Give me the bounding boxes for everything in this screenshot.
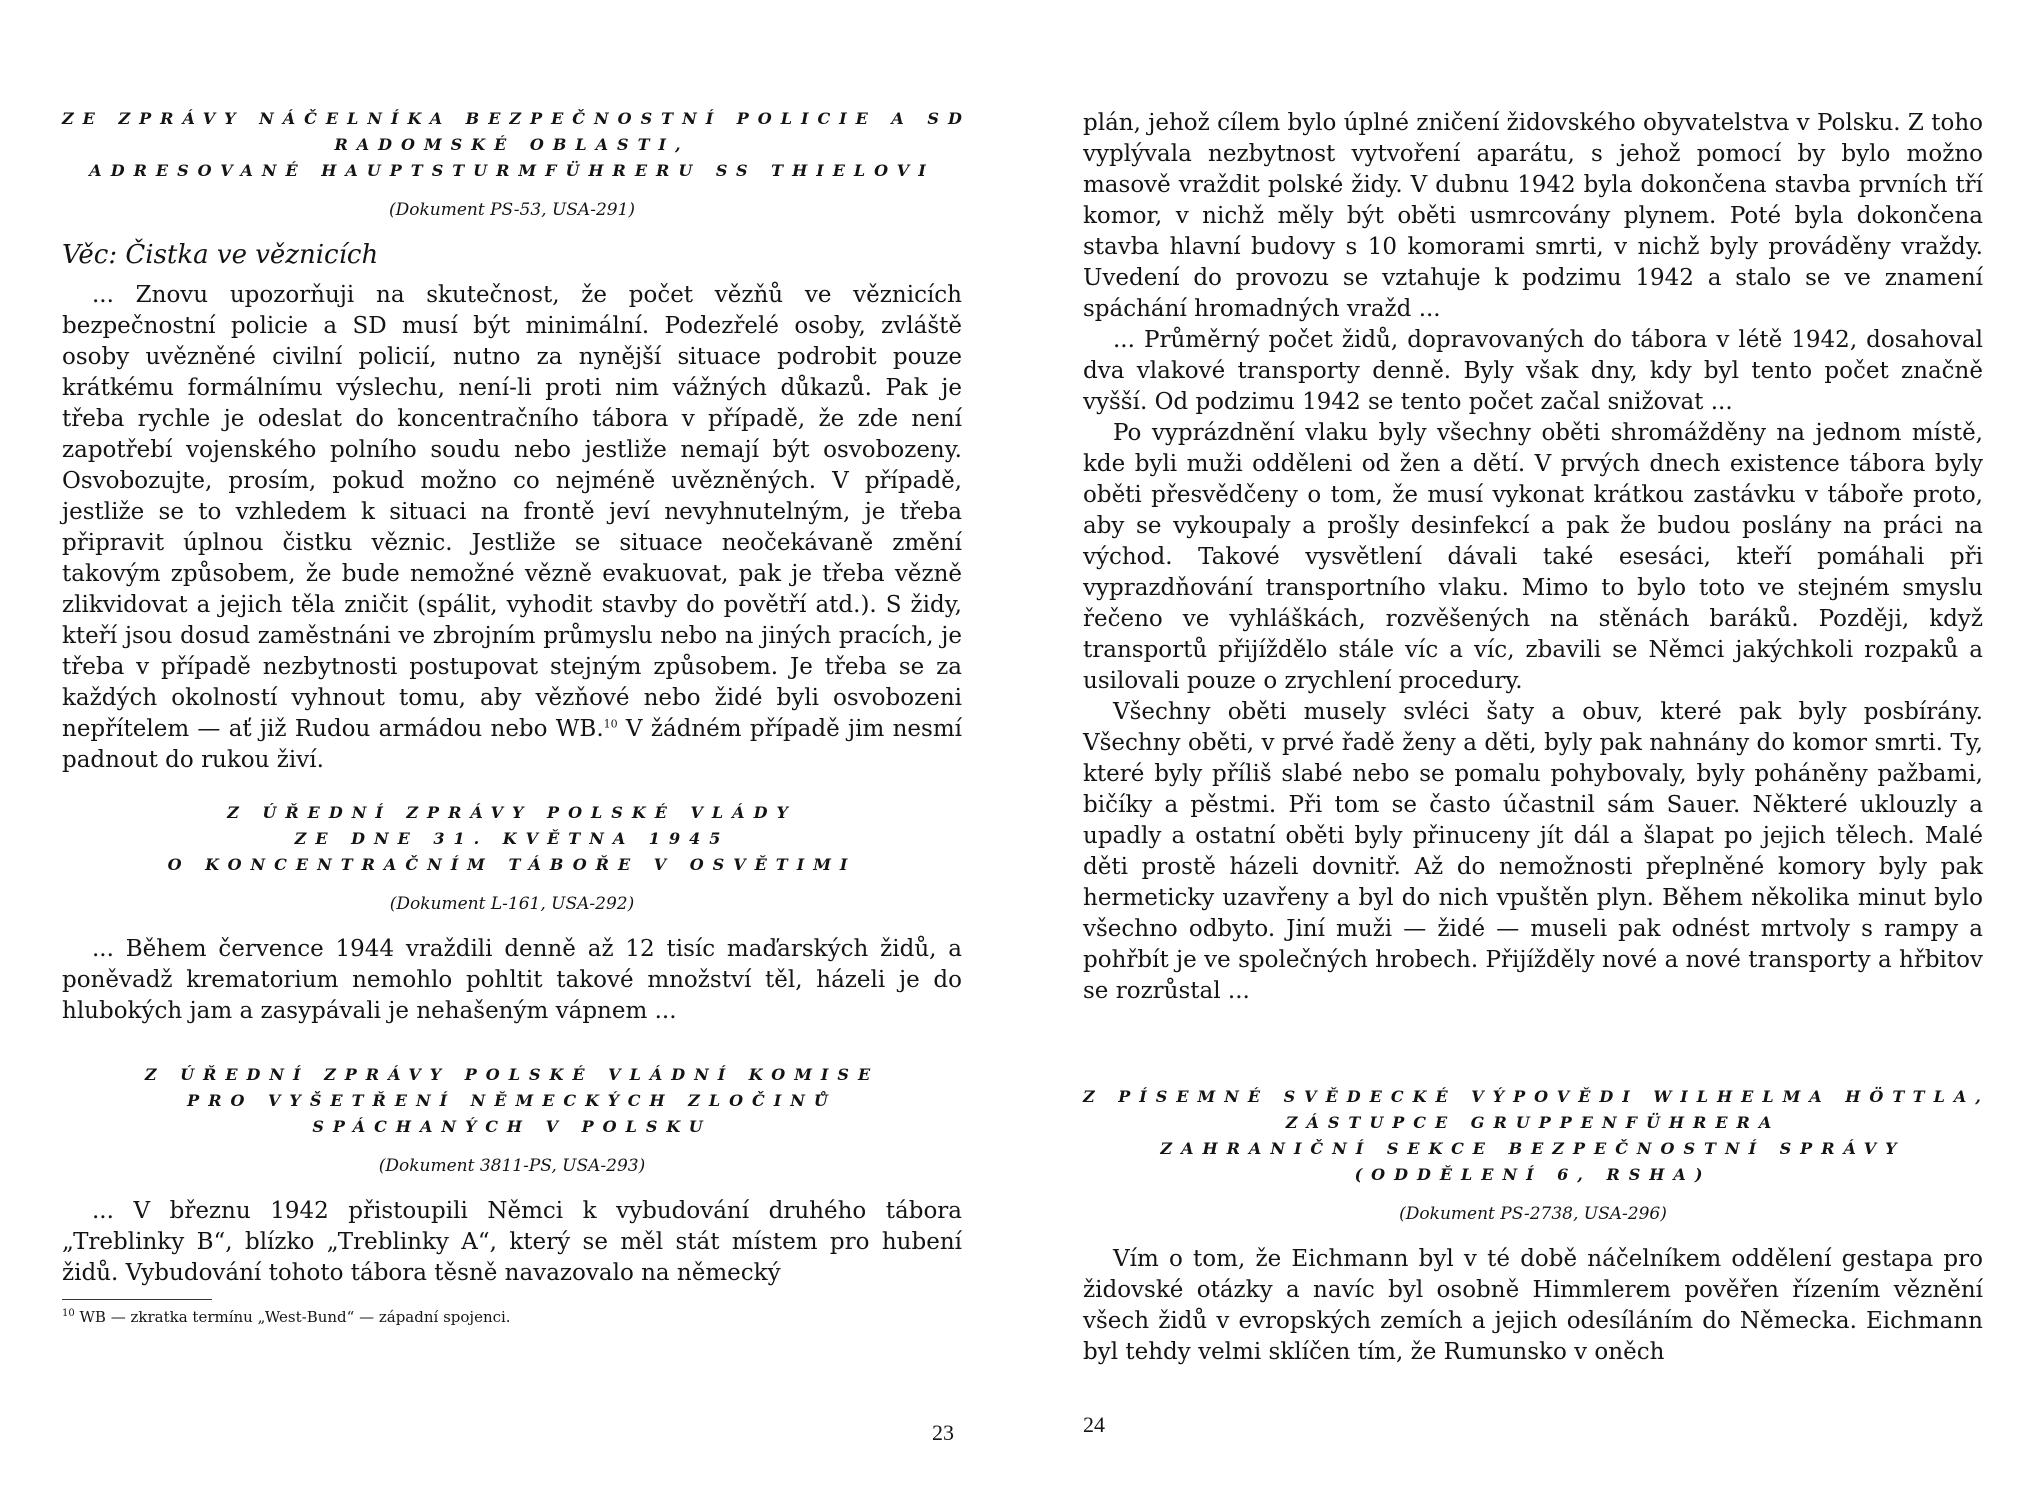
heading-line: ZE DNE 31. KVĚTNA 1945 xyxy=(294,829,730,848)
paragraph: plán, jehož cílem bylo úplné zničení židovského obyvatelstva v Polsku. Z toho vyplývala nezbytnost vytvoření aparátu, s jehož pomocí by bylo možno masově vraždit polské židy. V dubnu 1942 byla dokončena stavba prvních tří komor, v nichž měly být oběti usmrcovány plynem. Poté byla dokončena stavba hlavní budovy s 10 komorami smrti, v nichž byly prováděny vraždy. Uvedení do provozu se vztahuje k podzimu 1942 a stalo se ve znamení spáchání hromadných vražd ... xyxy=(1083,110,1983,322)
document-reference: (Dokument PS-53, USA-291) xyxy=(388,200,636,220)
footnote-divider xyxy=(62,1299,212,1300)
heading-line: ADRESOVANÉ HAUPTSTURMFÜHRERU SS THIELOVI xyxy=(89,161,935,180)
section-polish-government-report xyxy=(62,800,962,1027)
heading-line: Z ÚŘEDNÍ ZPRÁVY POLSKÉ VLÁDNÍ KOMISE xyxy=(144,1065,880,1084)
page-number: 24 xyxy=(1083,1412,1105,1437)
body-text-part: V žádném případě jim nesmí padnout do rukou živí. xyxy=(62,716,962,773)
section-heading xyxy=(62,1062,962,1140)
left-page xyxy=(62,0,971,1500)
heading-line: PRO VYŠETŘENÍ NĚMECKÝCH ZLOČINŮ xyxy=(187,1091,837,1110)
heading-line: RADOMSKÉ OBLASTI, xyxy=(334,135,690,154)
footnote-number: 10 xyxy=(62,1308,75,1319)
heading-line: Z PÍSEMNÉ SVĚDECKÉ VÝPOVĚDI WILHELMA HÖTTLA, xyxy=(1083,1087,1990,1106)
heading-line: Z ÚŘEDNÍ ZPRÁVY POLSKÉ VLÁDY xyxy=(227,803,797,822)
paragraph: ... Průměrný počet židů, dopravovaných do tábora v létě 1942, dosahoval dva vlakové transporty denně. Byly však dny, kdy byl tento počet značně vyšší. Od podzimu 1942 se tento počet začal snižovat ... xyxy=(1083,327,1983,415)
heading-line: ZÁSTUPCE GRUPPENFÜHRERA xyxy=(1285,1113,1781,1132)
section-heading xyxy=(1083,1084,1990,1188)
body-paragraphs xyxy=(1083,108,1983,1007)
body-paragraph: ... Během července 1944 vraždili denně až 12 tisíc maďarských židů, a poněvadž krematorium nemohlo pohltit takové množství těl, házeli je do hlubokých jam a zasypávali je nehašeným vápnem ... xyxy=(62,936,962,1024)
section-polish-commission-report xyxy=(62,1062,962,1326)
footnote xyxy=(62,1308,962,1326)
paragraph: Všechny oběti musely svléci šaty a obuv, které pak byly posbírány. Všechny oběti, v prvé řadě ženy a děti, byly pak nahnány do komor smrti. Ty, které byly příliš slabé nebo se pomalu pohybovaly, byly poháněny pažbami, bičíky a pěstmi. Při tom se často účastnil sám Sauer. Některé uklouzly a upadly a ostatní oběti byly přinuceny jít dál a šlapat po jejich tělech. Malé děti prostě házeli dovnitř. Až do nemožnosti přeplněné komory byly pak hermeticky uzavřeny a byl do nich vpuštěn plyn. Během několika minut bylo všechno odbyto. Jiní muži — židé — museli pak odnést mrtvoly s rampy a pohřbít je ve společných hrobech. Přijížděly nové a nové transporty a hřbitov se rozrůstal ... xyxy=(1083,699,1983,1004)
paragraph: Po vyprázdnění vlaku byly všechny oběti shromážděny na jednom místě, kde byli muži odděleni od žen a dětí. V prvých dnech existence tábora byly oběti přesvědčeny o tom, že musí vykonat krátkou zastávku v táboře proto, aby se vykoupaly a prošly desinfekcí a pak že budou poslány na práci na východ. Takové vysvětlení dávali také esesáci, kteří pomáhali při vyprazdňování transportního vlaku. Mimo to bylo toto ve stejném smyslu řečeno ve vyhláškách, rozvěšených na stěnách baráků. Později, když transportů přijíždělo stále víc a víc, zbavili se Němci jakýchkoli rozpaků a usilovali pouze o zrychlení procedury. xyxy=(1083,420,1983,694)
body-paragraph: ... V březnu 1942 přistoupili Němci k vybudování druhého tábora „Treblinky B“, blízko „Treblinky A“, který se měl stát místem pro hubení židů. Vybudování tohoto tábora těsně navazovalo na německý xyxy=(62,1198,962,1286)
right-page-body xyxy=(1083,108,1983,1007)
heading-line: ZAHRANIČNÍ SEKCE BEZPEČNOSTNÍ SPRÁVY xyxy=(1160,1139,1906,1158)
document-reference: (Dokument 3811-PS, USA-293) xyxy=(378,1156,646,1176)
right-page xyxy=(1083,0,1990,1500)
footnote-marker: 10 xyxy=(603,717,618,731)
section-heading xyxy=(62,800,962,878)
section-heading xyxy=(62,106,971,184)
body-text-part: ... Znovu upozorňuji na skutečnost, že počet vězňů ve věznicích bezpečnostní policie a SD musí být minimální. Podezřelé osoby, zvláště osoby uvězněné civilní policií, nutno za nynější situace podrobit pouze krátkému formálnímu výslechu, není-li proti nim vážných důkazů. Pak je třeba rychle je odeslat do koncentračního tábora v případě, že zde není zapotřebí vojenského polního soudu nebo jestliže nemají být osvobozeny. Osvobozujte, prosím, pokud možno co nejméně uvězněných. V případě, jestliže se to vzhledem k situaci na frontě jeví nevyhnutelným, je třeba připravit úplnou čistku věznic. Jestliže se situace neočekávaně změní takovým způsobem, že bude nemožné vězně evakuovat, pak je třeba vězně zlikvidovat a jejich těla zničit (spálit, vyhodit stavby do povětří atd.). S židy, kteří jsou dosud zaměstnáni ve zbrojním průmyslu nebo na jiných pracích, je třeba v případě nezbytnosti postupovat stejným způsobem. Je třeba se za každých okolností vyhnout tomu, aby vězňové nebo židé byli osvobozeni nepřítelem — ať již Rudou armádou nebo WB. xyxy=(62,282,962,742)
section-hottl-testimony xyxy=(1083,1084,1990,1368)
document-reference: (Dokument L-161, USA-292) xyxy=(389,894,635,914)
heading-line: O KONCENTRAČNÍM TÁBOŘE V OSVĚTIMI xyxy=(167,855,857,874)
heading-line: SPÁCHANÝCH V POLSKU xyxy=(312,1117,712,1136)
heading-line: ZE ZPRÁVY NÁČELNÍKA BEZPEČNOSTNÍ POLICIE A SD xyxy=(62,109,971,128)
page-number: 23 xyxy=(932,1420,954,1445)
body-paragraph xyxy=(62,280,962,776)
section-radom-report xyxy=(62,106,971,776)
footnote-text: WB — zkratka termínu „West-Bund“ — západní spojenci. xyxy=(79,1308,511,1326)
heading-line: (ODDĚLENÍ 6, RSHA) xyxy=(1354,1165,1712,1184)
document-reference: (Dokument PS-2738, USA-296) xyxy=(1399,1204,1667,1224)
subject-line: Věc: Čistka ve věznicích xyxy=(62,240,379,270)
body-paragraph: Vím o tom, že Eichmann byl v té době náčelníkem oddělení gestapa pro židovské otázky a navíc byl osobně Himmlerem pověřen řízením věznění všech židů v evropských zemích a jejich odesíláním do Německa. Eichmann byl tehdy velmi sklíčen tím, že Rumunsko v oněch xyxy=(1083,1246,1983,1365)
